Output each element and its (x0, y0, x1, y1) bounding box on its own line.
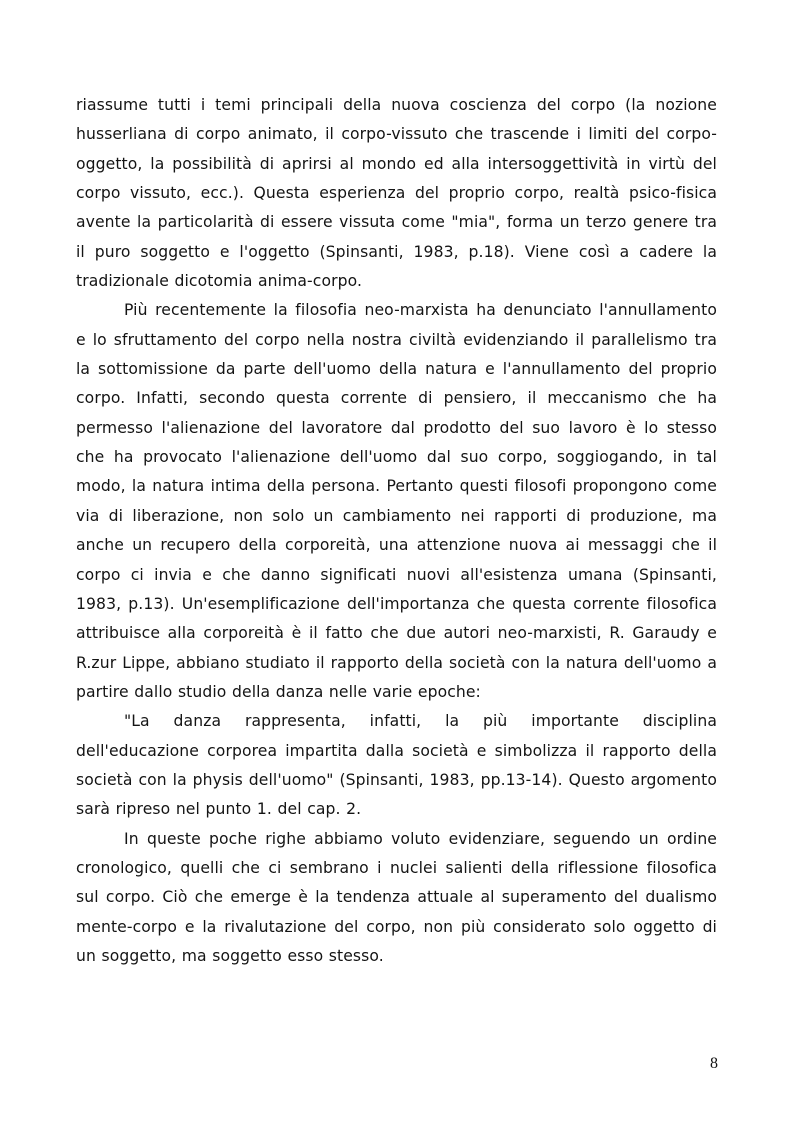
document-page (76, 91, 717, 971)
page-number: 8 (710, 1055, 718, 1072)
paragraph-quotation: "La danza rappresenta, infatti, la più importante disciplina dell'educazione corporea impartita dalla società e simbolizza il rapporto della società con la physis dell'uomo" (Spinsanti, 1983, pp.13-14). Questo argomento sarà ripreso nel punto 1. del cap. 2. (76, 712, 717, 819)
paragraph-conclusion: In queste poche righe abbiamo voluto evidenziare, seguendo un ordine cronologico, quelli che ci sembrano i nuclei salienti della riflessione filosofica sul corpo. Ciò che emerge è la tendenza attuale al superamento del dualismo mente-corpo e la rivalutazione del corpo, non più considerato solo oggetto di un soggetto, ma soggetto esso stesso. (76, 829, 717, 965)
paragraph-continuation: riassume tutti i temi principali della nuova coscienza del corpo (la nozione husserliana di corpo animato, il corpo-vissuto che trascende i limiti del corpo-oggetto, la possibilità di aprirsi al mondo ed alla intersoggettività in virtù del corpo vissuto, ecc.). Questa esperienza del proprio corpo, realtà psico-fisica avente la particolarità di essere vissuta come "mia", forma un terzo genere tra il puro soggetto e l'oggetto (Spinsanti, 1983, p.18). Viene così a cadere la tradizionale dicotomia anima-corpo. (76, 96, 717, 291)
paragraph-neo-marxism: Più recentemente la filosofia neo-marxista ha denunciato l'annullamento e lo sfruttamento del corpo nella nostra civiltà evidenziando il parallelismo tra la sottomissione da parte dell'uomo della natura e l'annullamento del proprio corpo. Infatti, secondo questa corrente di pensiero, il meccanismo che ha permesso l'alienazione del lavoratore dal prodotto del suo lavoro è lo stesso che ha provocato l'alienazione dell'uomo dal suo corpo, soggiogando, in tal modo, la natura intima della persona. Pertanto questi filosofi propongono come via di liberazione, non solo un cambiamento nei rapporti di produzione, ma anche un recupero della corporeità, una attenzione nuova ai messaggi che il corpo ci invia e che danno significati nuovi all'esistenza umana (Spinsanti, 1983, p.13). Un'esemplificazione dell'importanza che questa corrente filosofica attribuisce alla corporeità è il fatto che due autori neo-marxisti, R. Garaudy e R.zur Lippe, abbiano studiato il rapporto della società con la natura dell'uomo a partire dallo studio della danza nelle varie epoche: (76, 301, 717, 701)
